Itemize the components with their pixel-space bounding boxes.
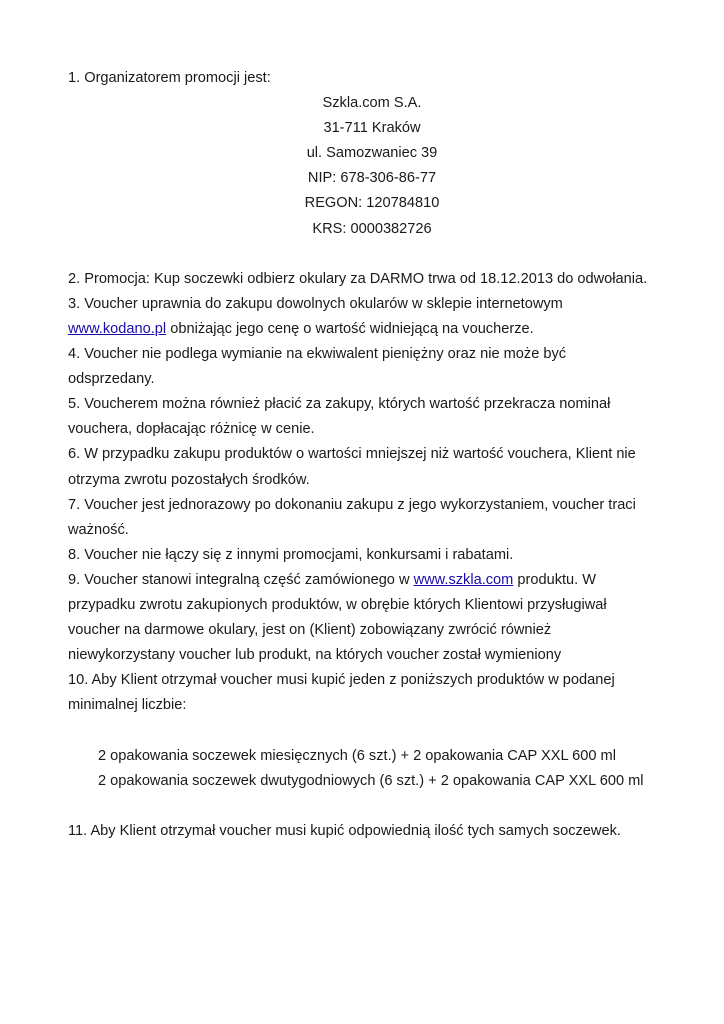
product-option-1: 2 opakowania soczewek miesięcznych (6 szt.) + 2 opakowania CAP XXL 600 ml xyxy=(98,747,616,764)
organizer-intro: 1. Organizatorem promocji jest: xyxy=(68,70,271,86)
blank-line xyxy=(68,794,668,819)
rule-9-line-1 xyxy=(68,568,668,593)
rule-6-line-2: otrzyma zwrotu pozostałych środków. xyxy=(68,471,310,488)
rule-4-line-1: 4. Voucher nie podlega wymianie na ekwiwalent pieniężny oraz nie może być xyxy=(68,346,567,363)
organizer-nip: NIP: 678-306-86-77 xyxy=(307,170,437,187)
rule-10-line-1: 10. Aby Klient otrzymał voucher musi kupić jeden z poniższych produktów w podanej xyxy=(68,672,615,689)
rule-11: 11. Aby Klient otrzymał voucher musi kupić odpowiednią ilość tych samych soczewek. xyxy=(68,822,621,839)
organizer-street: ul. Samozwaniec 39 xyxy=(306,145,438,162)
organizer-regon: REGON: 120784810 xyxy=(304,195,440,212)
rule-10-line-2: minimalnej liczbie: xyxy=(68,697,187,714)
product-option-2: 2 opakowania soczewek dwutygodniowych (6 szt.) + 2 opakowania CAP XXL 600 ml xyxy=(98,772,644,789)
blank-line xyxy=(68,242,668,267)
rule-9-line-1-start: 9. Voucher stanowi integralną część zamówionego w xyxy=(68,571,414,588)
rule-7-line-1: 7. Voucher jest jednorazowy po dokonaniu zakupu z jego wykorzystaniem, voucher traci xyxy=(68,496,636,513)
document-page xyxy=(68,66,668,844)
organizer-krs: KRS: 0000382726 xyxy=(312,220,432,237)
rule-7-line-2: ważność. xyxy=(68,521,129,538)
rule-5-line-1: 5. Voucherem można również płacić za zakupy, których wartość przekracza nominał xyxy=(68,396,611,413)
rule-9-line-3: voucher na darmowe okulary, jest on (Klient) zobowiązany zwrócić również xyxy=(68,622,552,639)
organizer-company: Szkla.com S.A. xyxy=(322,95,422,112)
rule-6-line-1: 6. W przypadku zakupu produktów o wartości mniejszej niż wartość vouchera, Klient nie xyxy=(68,446,636,463)
rule-9-line-2: przypadku zwrotu zakupionych produktów, w obrębie których Klientowi przysługiwał xyxy=(68,596,607,613)
rule-3-line-1: 3. Voucher uprawnia do zakupu dowolnych okularów w sklepie internetowym xyxy=(68,295,563,312)
szkla-link[interactable]: www.szkla.com xyxy=(413,571,514,588)
organizer-city: 31-711 Kraków xyxy=(323,120,421,137)
rule-9-line-4: niewykorzystany voucher lub produkt, na których voucher został wymieniony xyxy=(68,647,562,664)
rule-8: 8. Voucher nie łączy się z innymi promocjami, konkursami i rabatami. xyxy=(68,546,514,563)
kodano-link[interactable]: www.kodano.pl xyxy=(68,320,167,337)
rule-5-line-2: vouchera, dopłacając różnicę w cenie. xyxy=(68,421,315,438)
rule-3-line-2-text: obniżając jego cenę o wartość widniejącą na voucherze. xyxy=(166,320,534,337)
rule-4-line-2: odsprzedany. xyxy=(68,371,155,388)
rule-3-line-2 xyxy=(68,317,668,342)
blank-line xyxy=(68,718,668,743)
rule-9-line-1-end: produktu. W xyxy=(513,571,597,588)
rule-2: 2. Promocja: Kup soczewki odbierz okulary za DARMO trwa od 18.12.2013 do odwołania. xyxy=(68,270,648,287)
